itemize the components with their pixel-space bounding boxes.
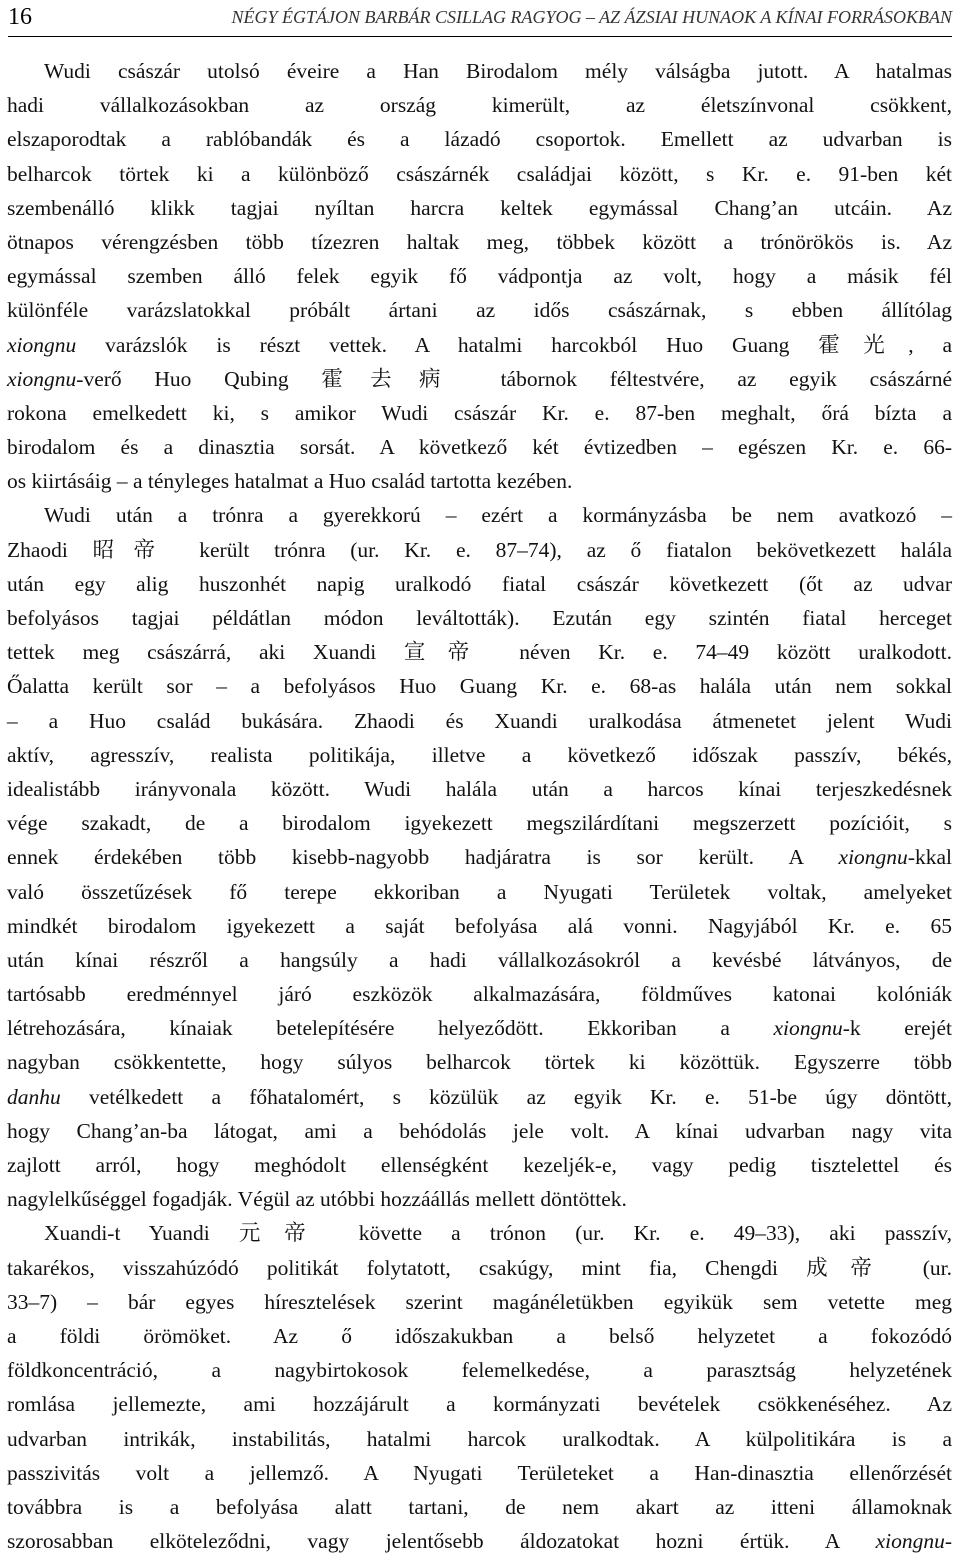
text-run: varázslók is részt vettek. A hatalmi harcokból Huo Guang 霍光, a <box>76 332 952 357</box>
text-run: -verő Huo Qubing 霍去病 tábornok féltestvére, az egyik császárné <box>76 366 952 391</box>
text-line: romlása jellemezte, ami hozzájárult a kormányzati bevételek csökkenéséhez. Az <box>7 1392 952 1417</box>
text-line: való összetűzések fő terepe ekkoriban a Nyugati Területek voltak, amelyeket <box>7 879 952 904</box>
text-line: szembenálló klikk tagjai nyíltan harcra keltek egymással Chang’an utcáin. Az <box>7 195 952 220</box>
text-run: létrehozására, kínaiak betelepítésére helyeződött. Ekkoriban a <box>7 1016 774 1041</box>
text-line: egymással szemben álló felek egyik fő vádpontja az volt, hogy a másik fél <box>7 264 952 289</box>
text-line: Xuandi-t Yuandi 元帝 követte a trónon (ur. Kr. e. 49–33), aki passzív, <box>44 1221 952 1246</box>
text-line: idealistább irányvonala között. Wudi halála után a harcos kínai terjeszkedésnek <box>7 776 952 801</box>
text-line: belharcok törtek ki a különböző császárnék családjai között, s Kr. e. 91-ben két <box>7 161 952 186</box>
text-line: tartósabb eredménnyel járó eszközök alkalmazására, földműves katonai kolóniák <box>7 982 952 1007</box>
text-run: -kkal <box>907 845 952 870</box>
text-line: os kiirtásáig – a tényleges hatalmat a Huo család tartotta kezében. <box>7 469 573 494</box>
text-run: vetélkedett a főhatalomért, s közülük az egyik Kr. e. 51-be úgy döntött, <box>60 1084 952 1109</box>
text-line: után egy alig huszonhét napig uralkodó fiatal császár következett (őt az udvar <box>7 571 952 596</box>
text-line: zajlott arról, hogy meghódolt ellenségként kezeljék-e, vagy pedig tisztelettel és <box>7 1153 952 1177</box>
text-line: udvarban intrikák, instabilitás, hatalmi harcok uralkodtak. A külpolitikára is a <box>7 1426 952 1451</box>
text-line <box>7 362 952 396</box>
text-line <box>7 328 952 362</box>
text-line: Zhaodi 昭帝 került trónra (ur. Kr. e. 87–74), az ő fiatalon bekövetkezett halála <box>7 537 952 562</box>
text-line: vége szakadt, de a birodalom igyekezett megszilárdítani megszerzett pozícióit, s <box>7 811 952 836</box>
text-line <box>7 1080 952 1114</box>
text-line: hadi vállalkozásokban az ország kimerült, az életszínvonal csökkent, <box>7 93 952 118</box>
text-line <box>7 1011 952 1045</box>
text-line <box>7 1524 952 1558</box>
italic-term: xiongnu <box>838 845 908 870</box>
text-line: birodalom és a dinasztia sorsát. A következő két évtizedben – egészen Kr. e. 66- <box>7 435 952 460</box>
text-line: földkoncentráció, a nagybirtokosok felemelkedése, a parasztság helyzetének <box>7 1358 952 1383</box>
text-line: mindkét birodalom igyekezett a saját befolyása alá vonni. Nagyjából Kr. e. 65 <box>7 913 952 938</box>
text-run: ennek érdekében több kisebb-nagyobb hadjáratra is sor került. A <box>7 845 839 870</box>
running-title: NÉGY ÉGTÁJON BARBÁR CSILLAG RAGYOG – AZ ÁZSIAI HUNAOK A KÍNAI FORRÁSOKBAN <box>231 7 952 27</box>
text-line: 33–7) – bár egyes híresztelések szerint magánéletükben egyikük sem vetette meg <box>7 1289 952 1314</box>
text-line <box>7 840 952 874</box>
italic-term: xiongnu <box>7 366 77 391</box>
text-line: után kínai részről a hangsúly a hadi vállalkozásokról a kevésbé látványos, de <box>7 947 952 972</box>
text-line: továbbra is a befolyása alatt tartani, de nem akart az itteni államoknak <box>7 1494 952 1519</box>
italic-term: danhu <box>7 1084 61 1109</box>
text-line: – a Huo család bukására. Zhaodi és Xuandi uralkodása átmenetet jelent Wudi <box>7 708 952 733</box>
text-line: passzivitás volt a jellemző. A Nyugati Területeket a Han-dinasztia ellenőrzését <box>7 1460 952 1485</box>
text-line: különféle varázslatokkal próbált ártani az idős császárnak, s ebben állítólag <box>7 298 952 323</box>
text-line: Wudi császár utolsó éveire a Han Birodalom mély válságba jutott. A hatalmas <box>44 59 952 83</box>
text-line: Wudi után a trónra a gyerekkorú – ezért a kormányzásba be nem avatkozó – <box>44 503 952 528</box>
text-line: tettek meg császárrá, aki Xuandi 宣帝 néven Kr. e. 74–49 között uralkodott. <box>7 640 952 665</box>
text-line: befolyásos tagjai példátlan módon leváltották). Ezután egy szintén fiatal herceget <box>7 606 952 630</box>
text-line: a földi örömöket. Az ő időszakukban a belső helyzetet a fokozódó <box>7 1323 952 1348</box>
text-line: rokona emelkedett ki, s amikor Wudi császár Kr. e. 87-ben meghalt, őrá bízta a <box>7 400 952 425</box>
text-run: -k erejét <box>842 1016 952 1041</box>
italic-term: xiongnu- <box>875 1529 952 1554</box>
page-header <box>8 0 952 37</box>
text-line: nagylelkűséggel fogadják. Végül az utóbbi hozzáállás mellett döntöttek. <box>7 1187 627 1212</box>
text-run: szorosabban elköteleződni, vagy jelentősebb áldozatokat hozni értük. A <box>7 1529 876 1554</box>
text-line: takarékos, visszahúzódó politikát folytatott, csakúgy, mint fia, Chengdi 成帝 (ur. <box>7 1255 952 1280</box>
text-line: aktív, agresszív, realista politikája, illetve a következő időszak passzív, békés, <box>7 742 952 767</box>
text-line: nagyban csökkentette, hogy súlyos belharcok törtek ki közöttük. Egyszerre több <box>7 1050 952 1075</box>
italic-term: xiongnu <box>773 1016 843 1041</box>
text-line: elszaporodtak a rablóbandák és a lázadó csoportok. Emellett az udvarban is <box>7 127 952 152</box>
text-line: hogy Chang’an-ba látogat, ami a behódolás jele volt. A kínai udvarban nagy vita <box>7 1118 952 1143</box>
text-line: ötnapos vérengzésben több tízezren haltak meg, többek között a trónörökös is. Az <box>7 229 952 254</box>
text-line: Őalatta került sor – a befolyásos Huo Guang Kr. e. 68-as halála után nem sokkal <box>7 674 952 699</box>
page-number: 16 <box>8 4 32 30</box>
body-text <box>7 54 952 1558</box>
italic-term: xiongnu <box>7 332 77 357</box>
